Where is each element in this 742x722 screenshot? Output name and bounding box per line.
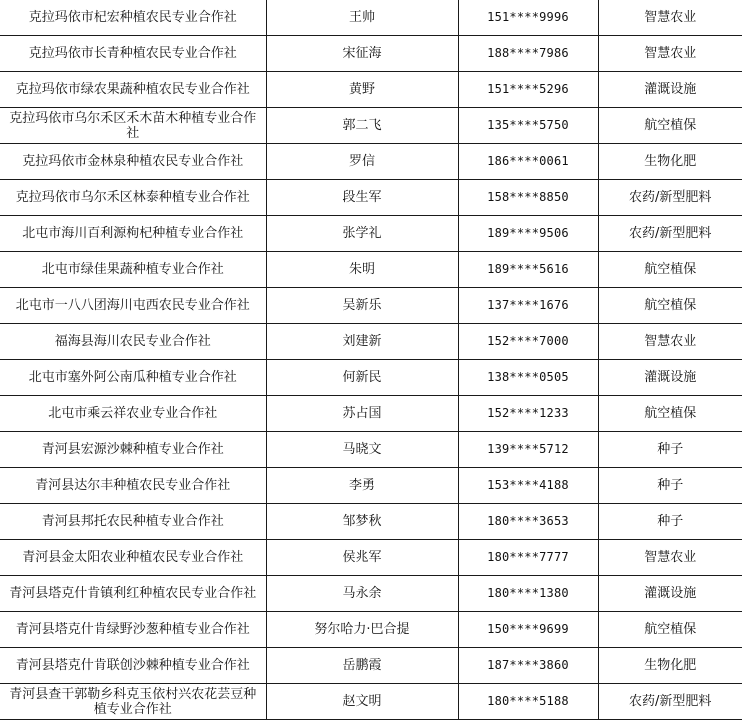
category-cell: 智慧农业 (598, 324, 742, 360)
category-cell: 航空植保 (598, 612, 742, 648)
contact-person-cell: 郭二飞 (266, 108, 458, 144)
cooperative-name-cell: 青河县查干郭勒乡科克玉依村兴农花芸豆种植专业合作社 (0, 684, 266, 720)
table-row (0, 216, 742, 252)
phone-number-cell: 180****7777 (458, 540, 598, 576)
contact-person-cell: 罗信 (266, 144, 458, 180)
category-cell: 农药/新型肥料 (598, 180, 742, 216)
cooperative-name-cell: 克拉玛依市绿农果蔬种植农民专业合作社 (0, 72, 266, 108)
phone-number-cell: 180****1380 (458, 576, 598, 612)
phone-number-cell: 158****8850 (458, 180, 598, 216)
category-cell: 农药/新型肥料 (598, 216, 742, 252)
cooperative-name-cell: 北屯市乘云祥农业专业合作社 (0, 396, 266, 432)
cooperative-name-cell: 克拉玛依市乌尔禾区林泰种植专业合作社 (0, 180, 266, 216)
phone-number-cell: 189****5616 (458, 252, 598, 288)
cooperative-name-cell: 克拉玛依市杞宏种植农民专业合作社 (0, 0, 266, 36)
table-row (0, 180, 742, 216)
contact-person-cell: 邹梦秋 (266, 504, 458, 540)
contact-person-cell: 苏占国 (266, 396, 458, 432)
phone-number-cell: 152****1233 (458, 396, 598, 432)
cooperative-name-cell: 北屯市海川百利源枸杞种植专业合作社 (0, 216, 266, 252)
cooperative-name-cell: 青河县宏源沙棘种植专业合作社 (0, 432, 266, 468)
cooperative-name-cell: 克拉玛依市金林泉种植农民专业合作社 (0, 144, 266, 180)
contact-person-cell: 宋征海 (266, 36, 458, 72)
category-cell: 生物化肥 (598, 144, 742, 180)
table-row (0, 684, 742, 720)
category-cell: 生物化肥 (598, 648, 742, 684)
category-cell: 种子 (598, 468, 742, 504)
table-row (0, 252, 742, 288)
category-cell: 智慧农业 (598, 540, 742, 576)
contact-person-cell: 吴新乐 (266, 288, 458, 324)
contact-person-cell: 朱明 (266, 252, 458, 288)
category-cell: 农药/新型肥料 (598, 684, 742, 720)
cooperative-name-cell: 青河县金太阳农业种植农民专业合作社 (0, 540, 266, 576)
phone-number-cell: 187****3860 (458, 648, 598, 684)
contact-person-cell: 努尔哈力·巴合提 (266, 612, 458, 648)
contact-person-cell: 马晓文 (266, 432, 458, 468)
contact-person-cell: 岳鹏霞 (266, 648, 458, 684)
cooperative-name-cell: 北屯市绿佳果蔬种植专业合作社 (0, 252, 266, 288)
phone-number-cell: 152****7000 (458, 324, 598, 360)
category-cell: 灌溉设施 (598, 576, 742, 612)
phone-number-cell: 151****5296 (458, 72, 598, 108)
phone-number-cell: 135****5750 (458, 108, 598, 144)
table-row (0, 360, 742, 396)
category-cell: 种子 (598, 504, 742, 540)
cooperative-name-cell: 福海县海川农民专业合作社 (0, 324, 266, 360)
contact-person-cell: 刘建新 (266, 324, 458, 360)
cooperative-name-cell: 克拉玛依市长青种植农民专业合作社 (0, 36, 266, 72)
table-row (0, 324, 742, 360)
category-cell: 智慧农业 (598, 0, 742, 36)
phone-number-cell: 151****9996 (458, 0, 598, 36)
category-cell: 灌溉设施 (598, 360, 742, 396)
contact-person-cell: 张学礼 (266, 216, 458, 252)
table-row (0, 72, 742, 108)
table-row (0, 288, 742, 324)
contact-person-cell: 段生军 (266, 180, 458, 216)
cooperative-name-cell: 青河县塔克什肯镇利红种植农民专业合作社 (0, 576, 266, 612)
table-row (0, 612, 742, 648)
category-cell: 种子 (598, 432, 742, 468)
cooperative-name-cell: 克拉玛依市乌尔禾区禾木苗木种植专业合作社 (0, 108, 266, 144)
contact-person-cell: 侯兆军 (266, 540, 458, 576)
contact-person-cell: 李勇 (266, 468, 458, 504)
table-row (0, 36, 742, 72)
table-row (0, 0, 742, 36)
table-row (0, 504, 742, 540)
phone-number-cell: 180****5188 (458, 684, 598, 720)
phone-number-cell: 139****5712 (458, 432, 598, 468)
phone-number-cell: 153****4188 (458, 468, 598, 504)
cooperative-name-cell: 青河县达尔丰种植农民专业合作社 (0, 468, 266, 504)
phone-number-cell: 188****7986 (458, 36, 598, 72)
category-cell: 航空植保 (598, 396, 742, 432)
phone-number-cell: 137****1676 (458, 288, 598, 324)
cooperative-name-cell: 北屯市一八八团海川屯西农民专业合作社 (0, 288, 266, 324)
cooperative-name-cell: 青河县塔克什肯联创沙棘种植专业合作社 (0, 648, 266, 684)
table-row (0, 396, 742, 432)
contact-person-cell: 何新民 (266, 360, 458, 396)
table-row (0, 432, 742, 468)
table-row (0, 144, 742, 180)
category-cell: 智慧农业 (598, 36, 742, 72)
category-cell: 灌溉设施 (598, 72, 742, 108)
category-cell: 航空植保 (598, 252, 742, 288)
table-row (0, 576, 742, 612)
phone-number-cell: 138****0505 (458, 360, 598, 396)
contact-person-cell: 王帅 (266, 0, 458, 36)
phone-number-cell: 150****9699 (458, 612, 598, 648)
contact-person-cell: 马永余 (266, 576, 458, 612)
cooperative-name-cell: 青河县邦托农民种植专业合作社 (0, 504, 266, 540)
table-row (0, 468, 742, 504)
category-cell: 航空植保 (598, 288, 742, 324)
contact-person-cell: 赵文明 (266, 684, 458, 720)
cooperative-name-cell: 青河县塔克什肯绿野沙葱种植专业合作社 (0, 612, 266, 648)
category-cell: 航空植保 (598, 108, 742, 144)
phone-number-cell: 186****0061 (458, 144, 598, 180)
table-row (0, 108, 742, 144)
contact-person-cell: 黄野 (266, 72, 458, 108)
phone-number-cell: 189****9506 (458, 216, 598, 252)
phone-number-cell: 180****3653 (458, 504, 598, 540)
cooperative-name-cell: 北屯市塞外阿公南瓜种植专业合作社 (0, 360, 266, 396)
table-row (0, 540, 742, 576)
table-row (0, 648, 742, 684)
